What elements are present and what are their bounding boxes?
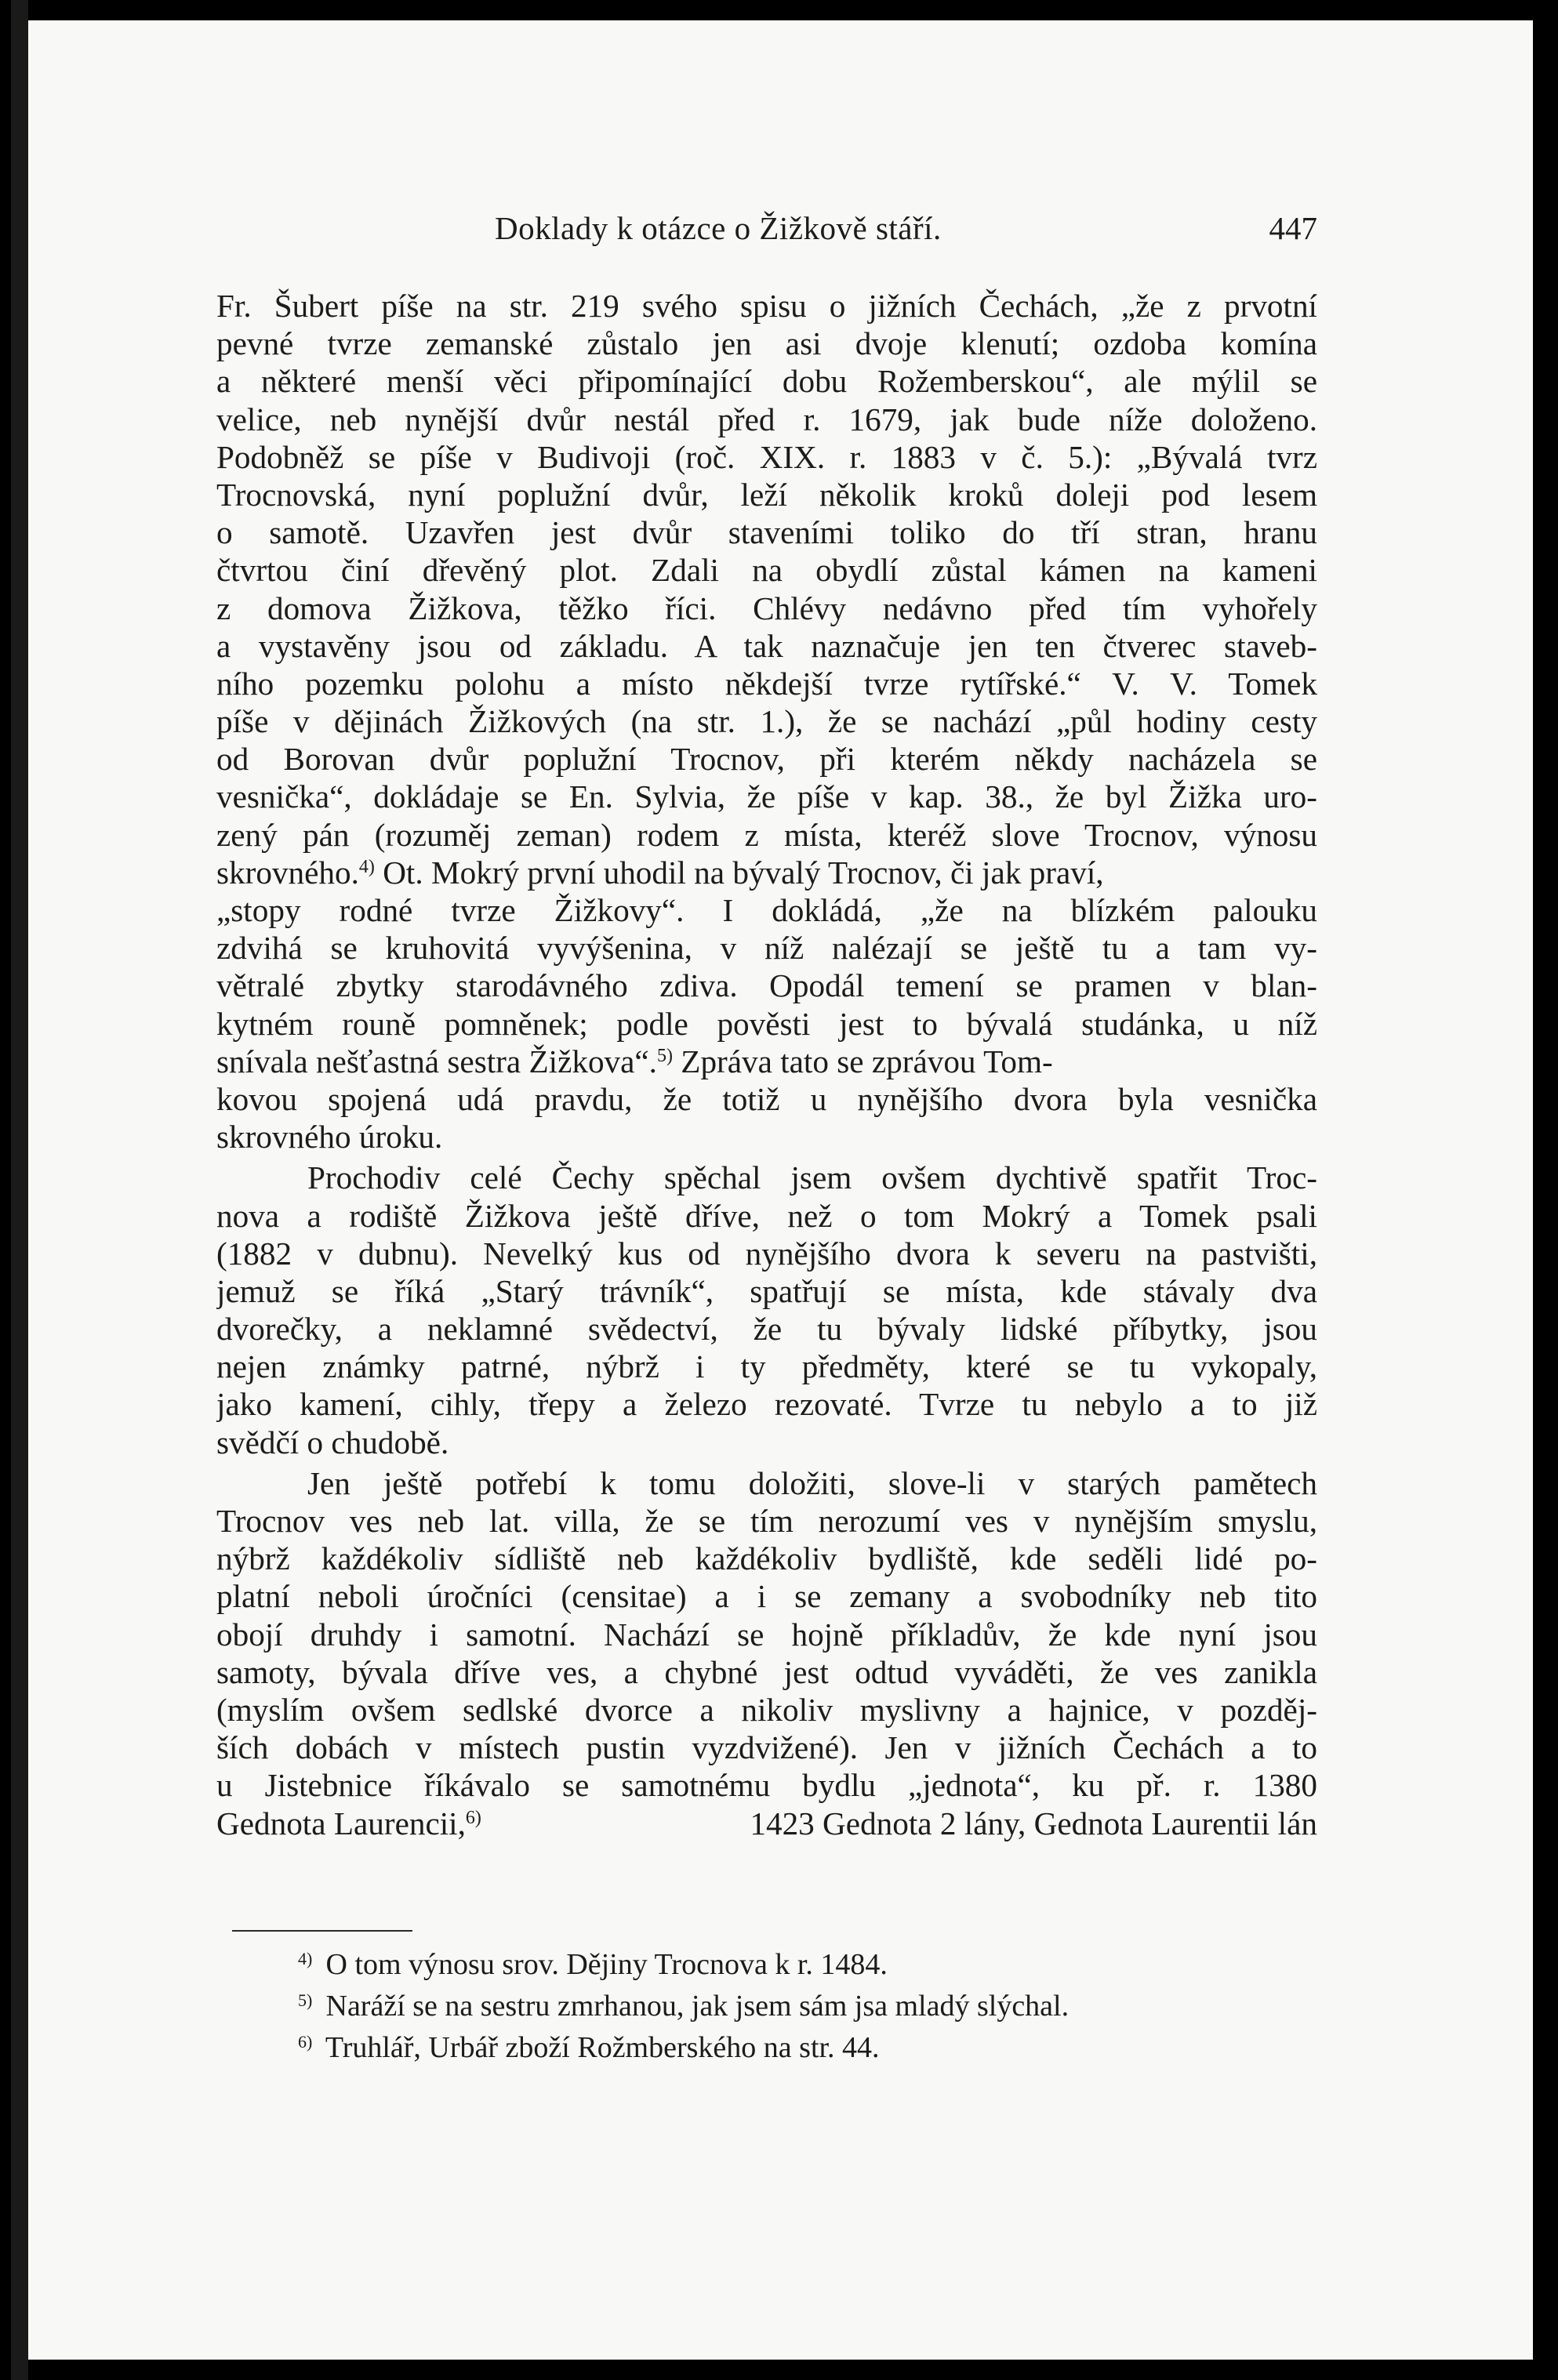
text-line: obojí druhdy i samotní. Nachází se hojně příkladův, že kde nyní jsou [216, 1616, 1317, 1653]
paragraph-2 [216, 1159, 1317, 1461]
text-line: dvorečky, a neklamné svědectví, že tu bývaly lidské příbytky, jsou [216, 1311, 1317, 1348]
text-segment [216, 1805, 481, 1842]
text-line: a vystavěny jsou od základu. A tak naznačuje jen ten čtverec staveb- [216, 627, 1317, 664]
text-line: ního pozemku polohu a místo někdejší tvrze rytířské.“ V. V. Tomek [216, 665, 1317, 702]
footnote-6 [298, 2024, 1317, 2066]
page-binding-edge [11, 0, 28, 2380]
text-line: jako kamení, cihly, třepy a železo rezovaté. Tvrze tu nebylo a to již [216, 1386, 1317, 1423]
text-line: platní neboli úročníci (censitae) a i se zemany a svobodníky neb tito [216, 1578, 1317, 1615]
footnote-ref-6: 6) [465, 1807, 481, 1828]
text-segment: Zpráva tato se zprávou Tom- [672, 1043, 1053, 1079]
footnote-ref-4: 4) [358, 856, 375, 877]
footnote-text: Naráží se na sestru zmrhanou, jak jsem sám jsa mladý slýchal. [325, 1990, 1070, 2023]
text-line: Jen ještě potřebí k tomu doložiti, slove-li v starých pamětech [307, 1464, 1317, 1501]
text-line: a některé menší věci připomínající dobu Rožemberskou“, ale mýlil se [216, 363, 1317, 400]
text-line: kytném rouně pomněnek; podle pověsti jest to bývalá studánka, u níž [216, 1005, 1317, 1042]
text-line: „stopy rodné tvrze Žižkovy“. I dokládá, „že na blízkém palouku [216, 892, 1317, 929]
text-segment: 1423 Gednota 2 lány, Gednota Laurentii lán [742, 1805, 1317, 1841]
text-segment: Gednota Laurencii, [216, 1805, 466, 1841]
text-line: samoty, bývala dříve ves, a chybné jest odtud vyváděti, že ves zanikla [216, 1653, 1317, 1690]
text-line: u Jistebnice říkávalo se samotnému bydlu „jednota“, ku př. r. 1380 [216, 1767, 1317, 1804]
text-line: kovou spojená udá pravdu, že totiž u nynějšího dvora byla vesnička [216, 1080, 1317, 1117]
footnote-separator [232, 1930, 412, 1932]
paragraph-1 [216, 287, 1317, 1156]
footnote-ref-5: 5) [656, 1045, 673, 1066]
text-line: čtvrtou činí dřevěný plot. Zdali na obydlí zůstal kámen na kameni [216, 552, 1317, 589]
footnote-5 [298, 1983, 1317, 2024]
text-segment: Ot. Mokrý první uhodil na bývalý Trocnov, či jak praví, [374, 854, 1104, 891]
text-line: zdvihá se kruhovitá vyvýšenina, v níž nalézají se ještě tu a tam vy- [216, 930, 1317, 967]
text-line: vesnička“, dokládaje se En. Sylvia, že píše v kap. 38., že byl Žižka uro- [216, 778, 1317, 815]
paragraph-3 [216, 1464, 1317, 1842]
text-line: z domova Žižkova, těžko říci. Chlévy nedávno před tím vyhořely [216, 590, 1317, 626]
text-line: ších dobách v místech pustin vyzdvižené). Jen v jižních Čechách a to [216, 1729, 1317, 1766]
text-segment: skrovného. [216, 854, 359, 891]
footnotes [298, 1941, 1317, 2066]
text-line-with-footnote [216, 1805, 1317, 1842]
text-line: nýbrž každékoliv sídliště neb každékoliv bydliště, kde seděli lidé po- [216, 1540, 1317, 1577]
body-text [216, 287, 1317, 1842]
text-line: nejen známky patrné, nýbrž i ty předměty, které se tu vykopaly, [216, 1348, 1317, 1385]
text-line: svědčí o chudobě. [216, 1424, 449, 1460]
text-line: od Borovan dvůr poplužní Trocnov, při kterém někdy nacházela se [216, 741, 1317, 778]
footnote-mark: 6) [298, 2032, 313, 2052]
footnote-mark: 5) [298, 1990, 313, 2010]
text-line: nova a rodiště Žižkova ještě dříve, než o tom Mokrý a Tomek psali [216, 1197, 1317, 1234]
text-line: (myslím ovšem sedlské dvorce a nikoliv myslivny a hajnice, v pozděj- [216, 1692, 1317, 1728]
text-line: jemuž se říká „Starý trávník“, spatřují se místa, kde stávaly dva [216, 1272, 1317, 1309]
footnote-text: Truhlář, Urbář zboží Rožmberského na str. 44. [325, 2031, 880, 2064]
text-line: píše v dějinách Žižkových (na str. 1.), že se nachází „půl hodiny cesty [216, 703, 1317, 740]
text-segment: snívala nešťastná sestra Žižkova“. [216, 1043, 657, 1079]
text-line: Trocnov ves neb lat. villa, že se tím nerozumí ves v nynějším smyslu, [216, 1503, 1317, 1540]
text-line-with-footnote [216, 1043, 1317, 1080]
text-line: (1882 v dubnu). Nevelký kus od nynějšího dvora k severu na pastvišti, [216, 1235, 1317, 1272]
footnote-mark: 4) [298, 1949, 313, 1968]
text-line: o samotě. Uzavřen jest dvůr staveními toliko do tří stran, hranu [216, 514, 1317, 551]
text-line: větralé zbytky starodávného zdiva. Opodál temení se pramen v blan- [216, 967, 1317, 1004]
text-line: Podobněž se píše v Budivoji (roč. XIX. r. 1883 v č. 5.): „Bývalá tvrz [216, 438, 1317, 475]
footnote-text: O tom výnosu srov. Dějiny Trocnova k r. 1484. [325, 1948, 888, 1981]
text-line-with-footnote [216, 854, 1317, 891]
text-line: skrovného úroku. [216, 1119, 443, 1156]
text-line: Fr. Šubert píše na str. 219 svého spisu o jižních Čechách, „že z prvotní [216, 288, 1317, 324]
text-line: zený pán (rozuměj zeman) rodem z místa, kteréž slove Trocnov, výnosu [216, 816, 1317, 853]
text-line: Trocnovská, nyní poplužní dvůr, leží několik kroků doleji pod lesem [216, 476, 1317, 513]
running-title: Doklady k otázce o Žižkově stáří. [495, 210, 942, 246]
footnote-4 [298, 1941, 1317, 1983]
text-line: pevné tvrze zemanské zůstalo jen asi dvoje klenutí; ozdoba komína [216, 325, 1317, 362]
text-line: velice, neb nynější dvůr nestál před r. 1679, jak bude níže doloženo. [216, 401, 1317, 437]
text-line: Prochodiv celé Čechy spěchal jsem ovšem dychtivě spatřit Troc- [307, 1159, 1317, 1196]
page-number: 447 [1269, 210, 1317, 246]
